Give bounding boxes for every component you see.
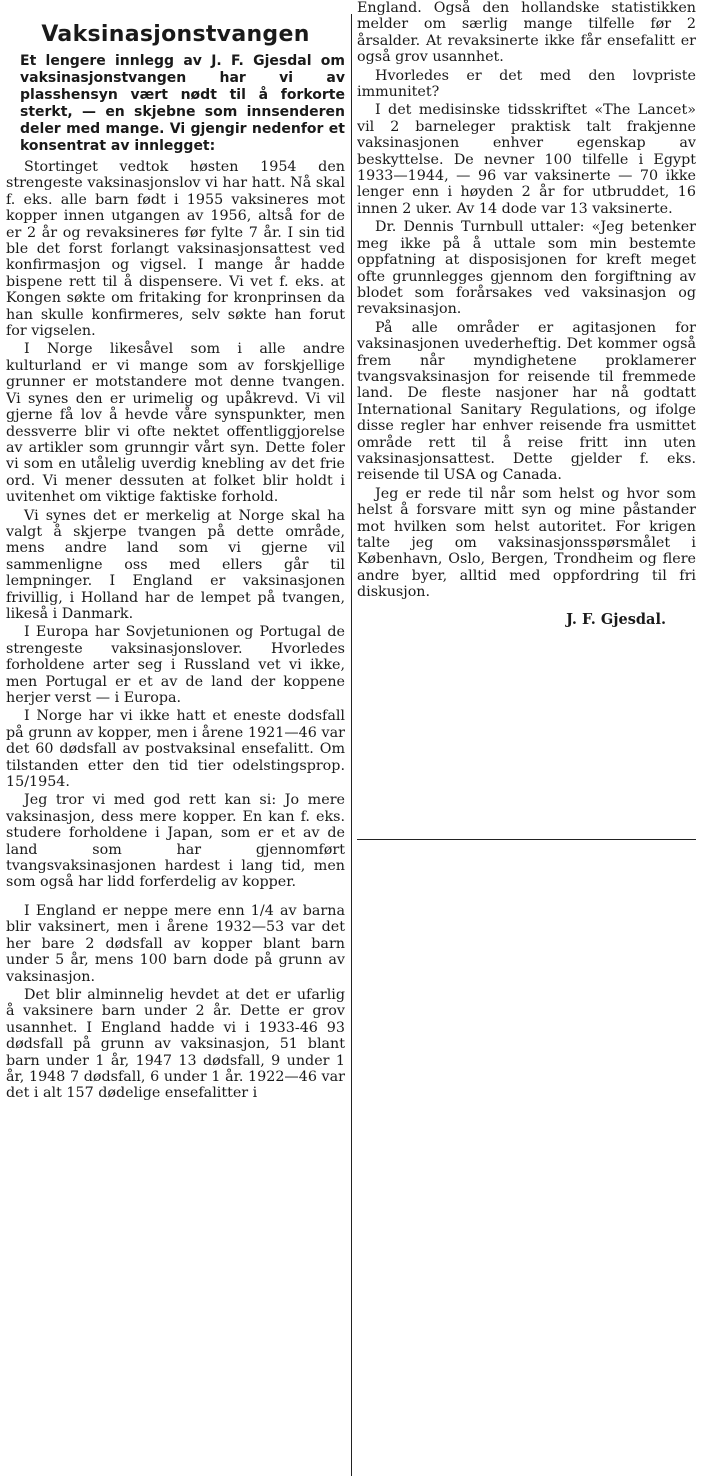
paragraph: Jeg er rede til når som helst og hvor som helst å forsvare mitt syn og mine påstander mot hvilken som helst autoritet. For krigen talte jeg om vaksinasjonsspørsmålet i København, Oslo, Bergen, Trondheim og flere andre byer, alltid med oppfordring til fri diskusjon. (357, 485, 696, 601)
paragraph: På alle områder er agitasjonen for vaksinasjonen uvederheftig. Det kommer også frem når myndighetene proklamerer tvangsvaksinasjon for reisende til fremmede land. De fleste nasjoner har nå godtatt International Sanitary Regulations, og ifolge disse regler har enhver reisende fra usmittet område rett til å reise fritt inn uten vaksinasjonsattest. Dette gjelder f. eks. reisende til USA og Canada. (357, 319, 696, 484)
paragraph: Stortinget vedtok høsten 1954 den strengeste vaksinasjonslov vi har hatt. Nå skal f. eks. alle barn født i 1955 vaksineres mot kopper innen utgangen av 1956, altså for de er 2 år og revaksineres før fylte 7 år. I sin tid ble det forst forlangt vaksinasjonsattest ved konfirmasjon og vigsel. I mange år hadde bispene rett til å dispensere. Vi vet f. eks. at Kongen søkte om fritaking for kronprinsen da han skulle konfirmeres, selv søkte han forut for vigselen. (6, 159, 345, 340)
paragraph: I Norge har vi ikke hatt et eneste dodsfall på grunn av kopper, men i årene 1921—46 var det 60 dødsfall av postvaksinal ensefalitt. Om tilstanden etter den tid tier odelstingsprop. 15/1954. (6, 708, 345, 791)
article-signature: J. F. Gjesdal. (566, 610, 666, 628)
article-column-right (357, 0, 696, 840)
paragraph: England. Også den hollandske statistikken melder om særlig mange tilfelle før 2 årsalder. At revaksinerte ikke får ensefalitt er også grov usannhet. (357, 0, 696, 66)
paragraph: I Europa har Sovjetunionen og Portugal de strengeste vaksinasjonslover. Hvorledes forholdene arter seg i Russland vet vi ikke, men Portugal er et av de land der koppene herjer verst — i Europa. (6, 624, 345, 706)
article-lede: Et lengere innlegg av J. F. Gjesdal om vaksinasjonstvangen har vi av plasshensyn vært nødt til å forkorte sterkt, — en skjebne som innsenderen deler med mange. Vi gjengir nedenfor et konsentrat av innlegget: (20, 53, 345, 154)
paragraph: Det blir alminnelig hevdet at det er ufarlig å vaksinere barn under 2 år. Dette er grov usannhet. I England hadde vi i 1933-46 93 dødsfall på grunn av vaksinasjon, 51 blant barn under 1 år, 1947 13 dødsfall, 9 under 1 år, 1948 7 dødsfall, 6 under 1 år. 1922—46 var det i alt 157 dødelige ensefalitter i (6, 986, 345, 1102)
paragraph: I England er neppe mere enn 1/4 av barna blir vaksinert, men i årene 1932—53 var det her bare 2 dødsfall av kopper blant barn under 5 år, mens 100 barn dode på grunn av vaksinasjon. (6, 902, 345, 985)
paragraph: Jeg tror vi med god rett kan si: Jo mere vaksinasjon, dess mere kopper. En kan f. eks. studere forholdene i Japan, som er et av de land som har gjennomført tvangsvaksinasjonen hardest i lang tid, men som også har lidd forferdelig av kopper. (6, 792, 345, 891)
paragraph: Vi synes det er merkelig at Norge skal ha valgt å skjerpe tvangen på dette område, mens andre land som vi gjerne vil sammenligne oss med ellers går til lempninger. I England er vaksinasjonen frivillig, i Holland har de lempet på tvangen, likeså i Danmark. (6, 507, 345, 622)
paragraph: Dr. Dennis Turnbull uttaler: «Jeg betenker meg ikke på å uttale som min bestemte oppfatning at disposisjonen for kreft meget ofte grunnlegges gjennom den forgiftning av blodet som forårsakes ved vaksinasjon og revaksinasjon. (357, 219, 696, 318)
paragraph: Hvorledes er det med den lovpriste immunitet? (357, 67, 696, 101)
paragraph: I Norge likesåvel som i alle andre kulturland er vi mange som av forskjellige grunner er motstandere mot denne tvangen. Vi synes den er urimelig og upåkrevd. Vi vil gjerne få lov å hevde våre synspunkter, men dessverre blir vi ofte nektet offentliggjorelse av artikler som grunngir vårt syn. Dette foler vi som en utålelig uverdig knebling av det frie ord. Vi mener dessuten at folket blir holdt i uvitenhet om viktige faktiske forhold. (6, 341, 345, 506)
article-column-left (6, 14, 352, 1476)
paragraph: I det medisinske tidsskriftet «The Lancet» vil 2 barneleger praktisk talt frakjenne vaksinasjonen enhver egenskap av beskyttelse. De nevner 100 tilfelle i Egypt 1933—1944, — 96 var vaksinerte — 70 ikke lenger enn i høyden 2 år for utbruddet, 16 innen 2 uker. Av 14 dode var 13 vaksinerte. (357, 102, 696, 217)
article-headline: Vaksinasjonstvangen (41, 22, 310, 47)
